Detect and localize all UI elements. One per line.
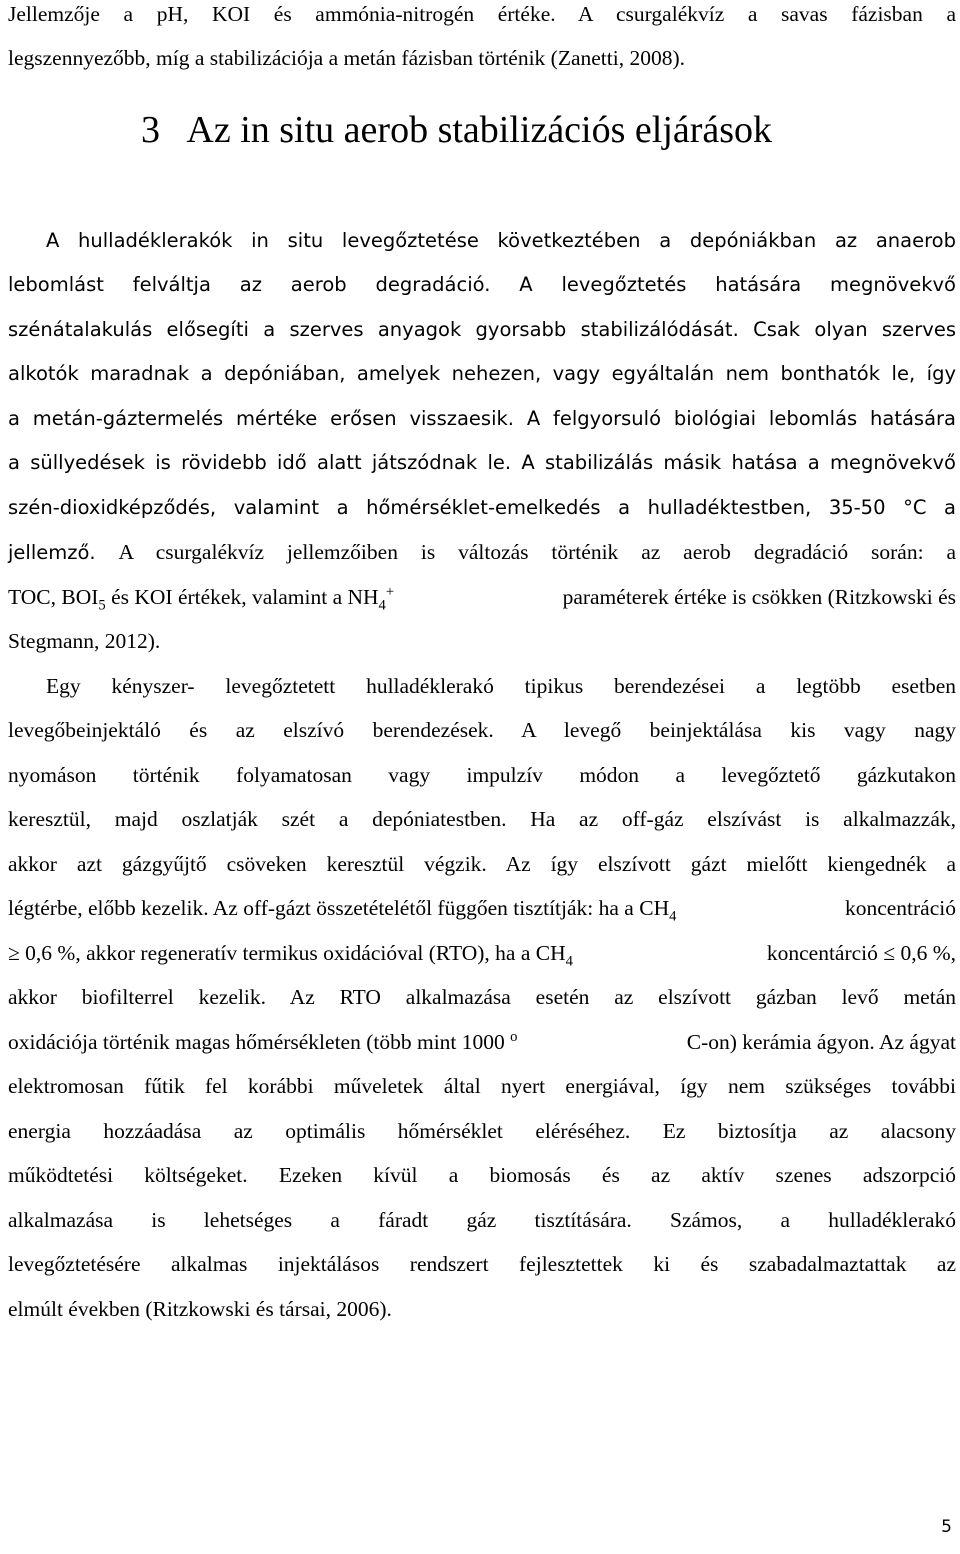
para1-line-9-c: paraméterek értéke is csökken (Ritzkowski és — [557, 585, 956, 609]
para2-line-9 — [8, 1030, 956, 1055]
para1-line-3: szénátalakulás elősegíti a szerves anyagok gyorsabb stabilizálódását. Csak olyan szerves — [8, 318, 956, 341]
intro-line-1: Jellemzője a pH, KOI és ammónia-nitrogén értéke. A csurgalékvíz a savas fázisban a — [8, 2, 956, 26]
para2-line-5: akkor azt gázgyűjtő csöveken keresztül végzik. Az így elszívott gázt mielőtt kiengednék a — [8, 852, 956, 876]
para1-line-8-b: A csurgalékvíz jellemzőiben is változás történik az aerob degradáció során: a — [118, 540, 957, 564]
para2-line-2: levegőbeinjektáló és az elszívó berendezések. A levegő beinjektálása kis vagy nagy — [8, 718, 956, 742]
section-title: Az in situ aerob stabilizációs eljárások — [186, 109, 773, 151]
para2-line-9-b: C-on) kerámia ágyon. Az ágyat — [686, 1030, 956, 1054]
para1-line-1: A hulladéklerakók in situ levegőztetése következtében a depóniákban az anaerob — [46, 229, 956, 252]
koi-nh-text: és KOI értékek, valamint a NH — [105, 585, 379, 609]
ch4-subscript-2: 4 — [565, 953, 573, 970]
para1-line-4: alkotók maradnak a depóniában, amelyek nehezen, vagy egyáltalán nem bonthatók le, így — [8, 362, 956, 385]
para1-line-2: lebomlást felváltja az aerob degradáció. A levegőztetés hatására megnövekvő — [8, 273, 956, 296]
para2-line-8: akkor biofilterrel kezelik. Az RTO alkalmazása esetén az elszívott gázban levő metán — [8, 985, 956, 1009]
oxidation-text: oxidációja történik magas hőmérsékleten (több mint 1000 — [8, 1030, 511, 1054]
para2-line-14: levegőztetésére alkalmas injektálásos rendszert fejlesztettek ki és szabadalmaztattak az — [8, 1252, 956, 1276]
para1-line-9 — [8, 583, 956, 614]
para2-line-1: Egy kényszer- levegőztetett hulladéklerakó tipikus berendezései a legtöbb esetben — [46, 674, 956, 698]
para1-line-10: Stegmann, 2012). — [8, 629, 161, 653]
para2-line-6-a — [8, 896, 677, 925]
para2-line-7-b: koncentárció ≤ 0,6 %, — [761, 941, 956, 965]
nh-subscript: 4 — [378, 597, 386, 614]
toc-boi-text: TOC, BOI — [8, 585, 99, 609]
para2-line-15: elmúlt években (Ritzkowski és társai, 2006). — [8, 1297, 392, 1321]
intro-line-2: legszennyezőbb, míg a stabilizációja a metán fázisban történik (Zanetti, 2008). — [8, 46, 685, 70]
para2-line-6 — [8, 896, 956, 925]
ch4-subscript: 4 — [669, 908, 677, 925]
para2-line-7 — [8, 941, 956, 970]
nh-superscript: + — [385, 583, 395, 600]
degree-superscript: o — [510, 1028, 518, 1045]
section-heading — [141, 108, 772, 152]
para1-line-5: a metán-gáztermelés mértéke erősen visszaesik. A felgyorsuló biológiai lebomlás hatására — [8, 407, 956, 430]
page-number: 5 — [941, 1517, 952, 1537]
para2-line-10: elektromosan fűtik fel korábbi műveletek által nyert energiával, így nem szükséges további — [8, 1074, 956, 1098]
para2-line-9-a — [8, 1030, 517, 1055]
boi-subscript: 5 — [98, 597, 106, 614]
para1-line-6: a süllyedések is rövidebb idő alatt játszódnak le. A stabilizálás másik hatása a megnövekvő — [8, 451, 956, 474]
ch4-text: légtérbe, előbb kezelik. Az off-gázt összetételétől függően tisztítják: ha a CH — [8, 896, 670, 920]
para2-line-12: működtetési költségeket. Ezeken kívül a biomosás és az aktív szenes adszorpció — [8, 1163, 956, 1187]
para1-line-8-a: jellemző. — [8, 541, 96, 564]
para1-line-9-a — [8, 583, 395, 614]
para2-line-4: keresztül, majd oszlatják szét a depóniatestben. Ha az off-gáz elszívást is alkalmazzák, — [8, 807, 956, 831]
para2-line-3: nyomáson történik folyamatosan vagy impulzív módon a levegőztető gázkutakon — [8, 763, 956, 787]
para2-line-6-b: koncentráció — [839, 896, 956, 920]
section-number: 3 — [141, 109, 160, 151]
para1-line-8 — [8, 540, 956, 565]
para2-line-7-a — [8, 941, 573, 970]
para1-line-7: szén-dioxidképződés, valamint a hőmérséklet-emelkedés a hulladéktestben, 35-50 °C a — [8, 496, 956, 519]
para2-line-13: alkalmazása is lehetséges a fáradt gáz tisztítására. Számos, a hulladéklerakó — [8, 1208, 956, 1232]
rto-text: ≥ 0,6 %, akkor regeneratív termikus oxidációval (RTO), ha a CH — [8, 941, 566, 965]
para2-line-11: energia hozzáadása az optimális hőmérséklet eléréséhez. Ez biztosítja az alacsony — [8, 1119, 956, 1143]
